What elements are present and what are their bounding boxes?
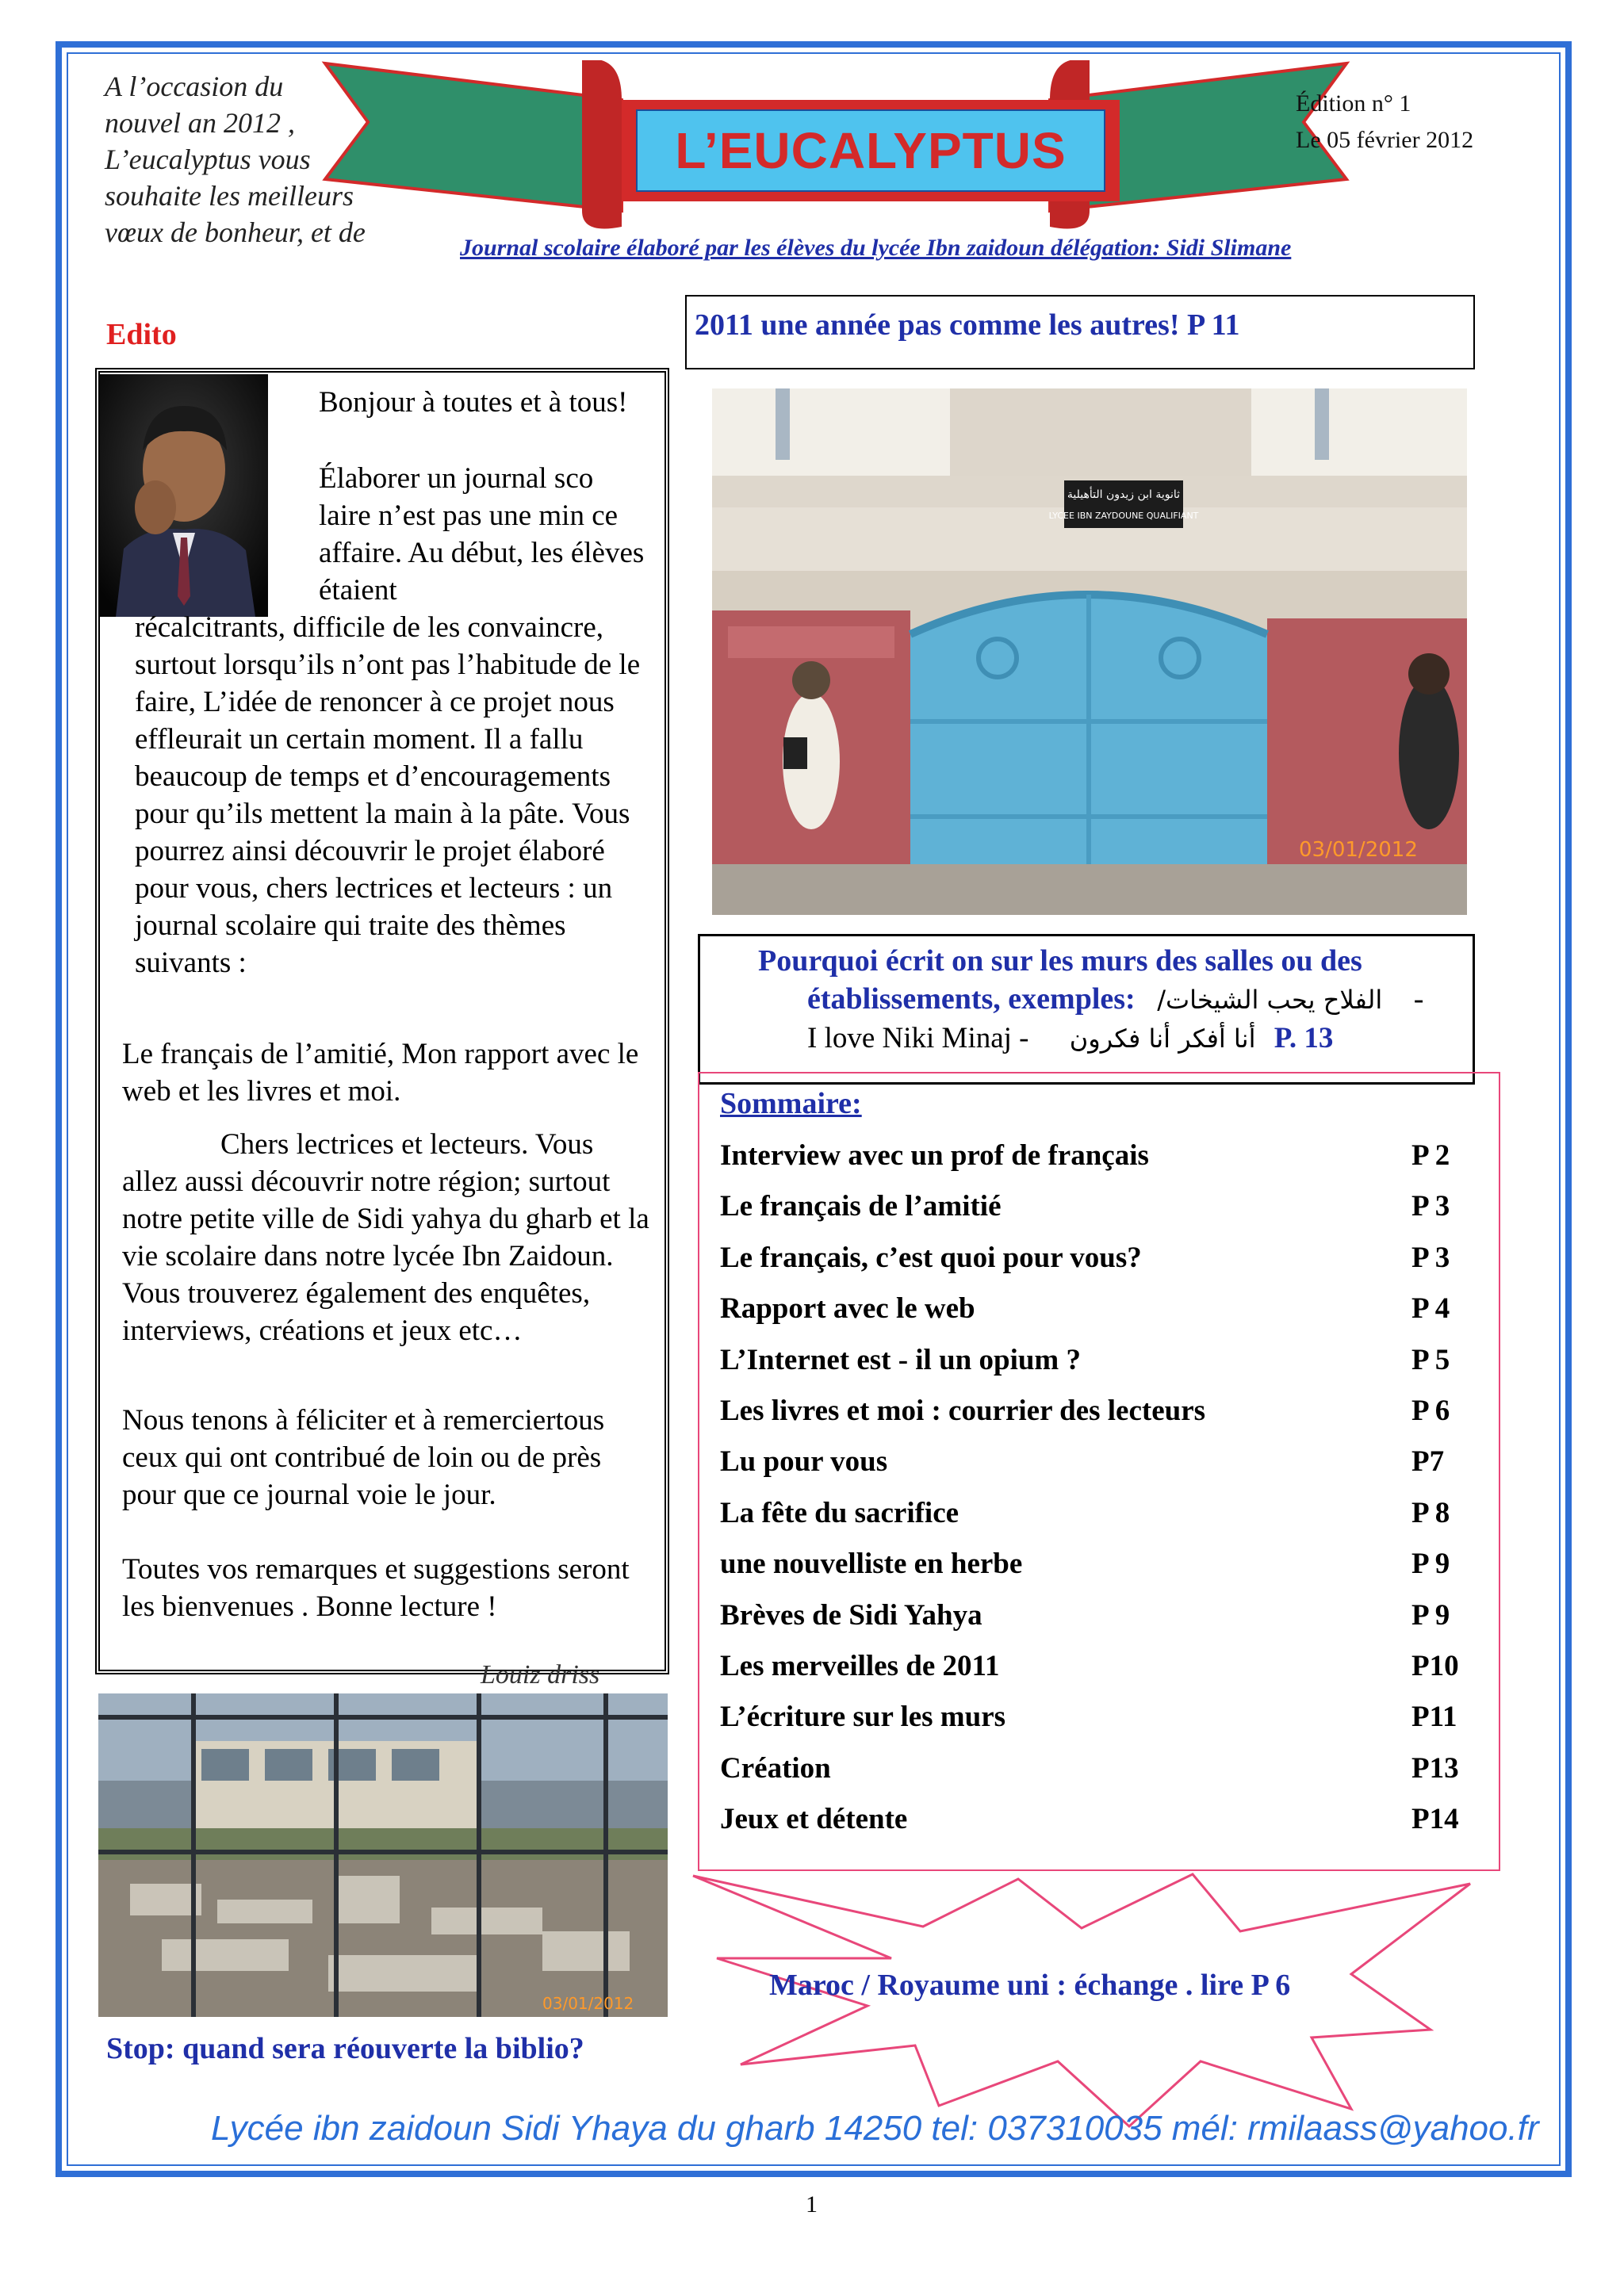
toc-item-page: P13 — [1411, 1751, 1459, 1785]
pourquoi-line-1: Pourquoi écrit on sur les murs des salles ou des — [758, 944, 1362, 978]
edito-paragraph-4: Chers lectrices et lecteurs. Vous allez aussi découvrir notre région; surtout notre petite ville de Sidi yahya du gharb et la vie scolaire dans notre lycée Ibn Zaidoun. Vous trouverez également des enquêtes, interviews, créations et jeux etc… — [122, 1128, 649, 1347]
edito-paragraph-1: Bonjour à toutes et à tous! — [319, 386, 628, 419]
toc-item-title: Le français de l’amitié — [720, 1190, 1002, 1223]
edito-author: Louiz driss — [481, 1660, 600, 1689]
toc-item-page: P11 — [1411, 1701, 1457, 1734]
pourquoi-arabic-2: أنا أفكر أنا فكرون — [1069, 1024, 1256, 1054]
toc-item-title: L’Internet est - il un opium ? — [720, 1343, 1082, 1376]
edito-paragraph-3: Le français de l’amitié, Mon rapport avec le web et les livres et moi. — [122, 1038, 639, 1108]
school-sign-french: LYCEE IBN ZAYDOUNE QUALIFIANT — [1048, 511, 1199, 521]
toc-item — [720, 1751, 1465, 1799]
edito-heading: Edito — [106, 318, 177, 351]
edito-paragraph-5: Nous tenons à féliciter et à remerciertous ceux qui ont contribué de loin ou de près pour que ce journal voie le jour. — [122, 1404, 605, 1511]
pourquoi-line-2 — [807, 982, 1423, 1016]
sommaire-heading: Sommaire: — [720, 1087, 862, 1120]
toc-item — [720, 1700, 1465, 1747]
toc-item-title: La fête du sacrifice — [720, 1496, 959, 1529]
toc-item — [720, 1649, 1465, 1697]
newspaper-title: L’EUCALYPTUS — [636, 109, 1105, 192]
toc-item — [720, 1598, 1465, 1646]
pourquoi-examples-label: établissements, exemples: — [807, 982, 1136, 1016]
toc-item-page: P 6 — [1411, 1395, 1450, 1427]
library-photo — [98, 1693, 668, 2017]
toc-item-title: Interview avec un prof de français — [720, 1139, 1149, 1172]
edito-paragraph-6: Toutes vos remarques et suggestions seront les bienvenues . Bonne lecture ! — [122, 1553, 630, 1623]
pourquoi-page: P. 13 — [1274, 1022, 1334, 1054]
edition-date: Le 05 février 2012 — [1296, 127, 1474, 153]
journal-subtitle: Journal scolaire élaboré par les élèves du lycée Ibn zaidoun délégation: Sidi Slimane — [460, 235, 1292, 261]
toc-item-title: Les livres et moi : courrier des lecteurs — [720, 1395, 1206, 1427]
toc-item — [720, 1292, 1465, 1339]
toc-item-page: P10 — [1411, 1650, 1459, 1682]
editor-portrait-photo — [100, 374, 268, 617]
toc-item-page: P 5 — [1411, 1343, 1450, 1376]
toc-item-page: P 8 — [1411, 1496, 1450, 1529]
toc-item-page: P14 — [1411, 1803, 1459, 1836]
school-sign-arabic: ثانوية ابن زيدون التأهيلية — [1067, 488, 1181, 501]
toc-item — [720, 1138, 1465, 1186]
headline-2011-box — [685, 295, 1475, 369]
new-year-greeting: A l’occasion du nouvel an 2012 , L’eucalyptus vous souhaite les meilleurs vœux de bonheur, et de — [105, 71, 366, 248]
edition-number: Édition n° 1 — [1296, 90, 1411, 117]
toc-item-page: P7 — [1411, 1445, 1445, 1479]
edito-paragraph-2a: Élaborer un journal sco laire n’est pas une min ce affaire. Au début, les élèves étaient — [319, 462, 645, 607]
school-entrance-photo — [712, 388, 1467, 915]
toc-item-title: Lu pour vous — [720, 1445, 888, 1479]
stop-caption: Stop: quand sera réouverte la biblio? — [106, 2032, 584, 2065]
toc-item-title: une nouvelliste en herbe — [720, 1548, 1023, 1581]
toc-item-title: Jeux et détente — [720, 1803, 908, 1836]
toc-item — [720, 1802, 1465, 1850]
toc-item — [720, 1547, 1465, 1594]
maroc-royaume-uni-headline: Maroc / Royaume uni : échange . lire P 6 — [769, 1969, 1291, 2002]
page-number: 1 — [806, 2191, 818, 2218]
toc-item-page: P 3 — [1411, 1190, 1450, 1223]
school-contact-footer: Lycée ibn zaidoun Sidi Yhaya du gharb 14250 tel: 037310035 mél: rmilaass@yahoo.fr — [211, 2109, 1539, 2148]
toc-item-page: P 2 — [1411, 1139, 1450, 1172]
edition-info — [1296, 86, 1473, 159]
pourquoi-niki-minaj: I love Niki Minaj - — [807, 1022, 1029, 1054]
toc-item — [720, 1394, 1465, 1441]
toc-item-title: Rapport avec le web — [720, 1292, 975, 1326]
photo-date-stamp: 03/01/2012 — [1299, 838, 1418, 862]
headline-2011: 2011 une année pas comme les autres! P 11 — [695, 308, 1240, 342]
pourquoi-dash: - — [1413, 982, 1424, 1016]
toc-item-title: L’écriture sur les murs — [720, 1701, 1006, 1734]
toc-item-title: Les merveilles de 2011 — [720, 1650, 1000, 1682]
toc-item-title: Brèves de Sidi Yahya — [720, 1598, 982, 1632]
toc-item-page: P 9 — [1411, 1598, 1450, 1632]
pourquoi-line-3 — [807, 1021, 1333, 1055]
toc-item-page: P 4 — [1411, 1292, 1450, 1326]
toc-item — [720, 1241, 1465, 1288]
pourquoi-arabic-1: الفلاح يحب الشيخات/ — [1157, 985, 1383, 1015]
toc-item — [720, 1445, 1465, 1492]
toc-item-page: P 3 — [1411, 1241, 1450, 1274]
toc-item — [720, 1343, 1465, 1391]
toc-item — [720, 1496, 1465, 1544]
toc-item — [720, 1189, 1465, 1237]
toc-item-page: P 9 — [1411, 1548, 1450, 1581]
edito-paragraph-2b: récalcitrants, difficile de les convaincre, surtout lorsqu’ils n’ont pas l’habitude de le faire, L’idée de renoncer à ce projet nous effleurait un certain moment. Il a fallu beaucoup de temps et d’encouragements pour qu’ils mettent la main à la pâte. Vous pourrez ainsi découvrir le projet élaboré pour vous, chers lectrices et lecteurs : un journal scolaire qui traite des thèmes suivants : — [135, 611, 641, 979]
toc-item-title: Création — [720, 1751, 831, 1785]
library-photo-date-stamp: 03/01/2012 — [542, 1994, 634, 2013]
toc-item-title: Le français, c’est quoi pour vous? — [720, 1241, 1142, 1274]
